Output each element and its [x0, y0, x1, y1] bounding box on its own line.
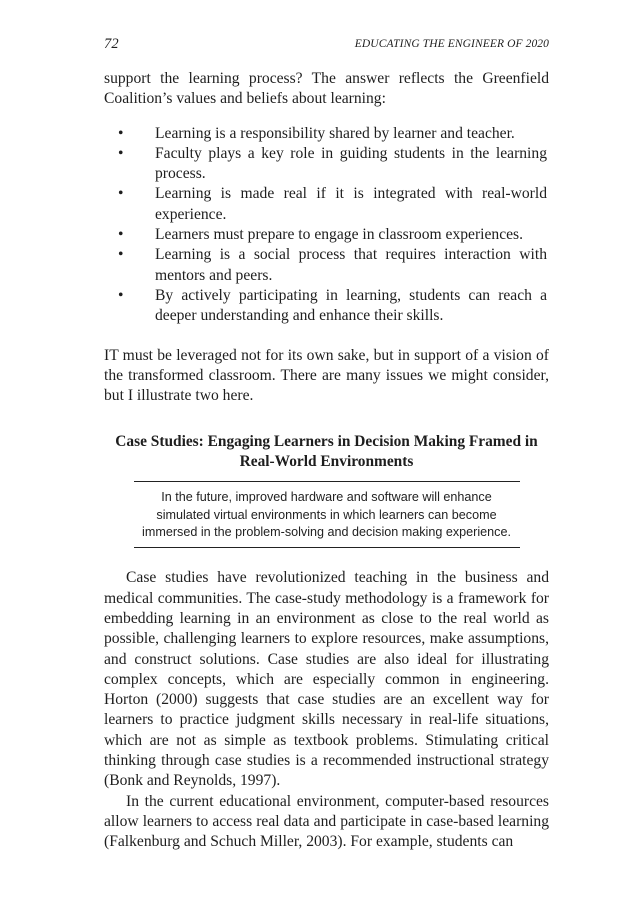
list-item — [104, 184, 549, 225]
list-item-text: Learning is a social process that requires interaction with mentors and peers. — [155, 246, 547, 284]
running-header — [104, 30, 549, 50]
list-item — [104, 225, 549, 245]
list-item-text: Faculty plays a key role in guiding students in the learning process. — [155, 144, 547, 183]
list-item — [104, 286, 549, 327]
list-item — [104, 245, 549, 286]
case-studies-paragraph: Case studies have revolutionized teaching in the business and medical communities. The case-study methodology is a framework for embedding learning in an environment as close to the real world as possible, challenging learners to explore resources, make assumptions, and construct solutions. Case studies are also ideal for illustrating complex concepts, which are especially common in engineering. Horton (2000) suggests that case studies are an excellent way for learners to practice judgment skills necessary in real-life situations, which are not as simple as textbook problems. Stimulating critical thinking through case studies is a recommended instructional strategy (Bonk and Reynolds, 1997). — [104, 569, 549, 790]
bullet-icon: • — [118, 286, 124, 304]
running-title: EDUCATING THE ENGINEER OF 2020 — [354, 38, 549, 50]
intro-paragraph: support the learning process? The answer reflects the Greenfield Coalition’s values and beliefs about learning: — [104, 70, 549, 108]
bullet-icon: • — [118, 246, 124, 264]
it-paragraph: IT must be leveraged not for its own sake, but in support of a vision of the transformed classroom. There are many issues we might consider, but I illustrate two here. — [104, 346, 549, 405]
page-number: 72 — [104, 36, 119, 52]
pull-quote: In the future, improved hardware and software will enhance simulated virtual environments in which learners can become immersed in the problem-solving and decision making experience. — [134, 481, 520, 548]
bullet-icon: • — [118, 185, 124, 203]
section-heading: Case Studies: Engaging Learners in Decision Making Framed in Real-World Environments — [115, 433, 538, 471]
bullet-icon: • — [118, 124, 124, 142]
bullet-icon: • — [118, 144, 124, 162]
list-item — [104, 144, 549, 185]
page-body — [104, 69, 549, 853]
bullet-icon: • — [118, 226, 124, 244]
list-item-text: Learning is made real if it is integrated with real-world experience. — [155, 185, 547, 223]
list-item-text: Learners must prepare to engage in classroom experiences. — [155, 226, 524, 244]
list-item — [104, 124, 549, 144]
learning-beliefs-list — [104, 124, 549, 327]
current-environment-paragraph: In the current educational environment, computer-based resources allow learners to access real data and participate in case-based learning (Falkenburg and Schuch Miller, 2003). For example, students can — [104, 792, 549, 851]
book-page — [104, 30, 549, 853]
list-item-text: Learning is a responsibility shared by learner and teacher. — [155, 124, 515, 142]
list-item-text: By actively participating in learning, students can reach a deeper understanding and enhance their skills. — [155, 286, 547, 325]
